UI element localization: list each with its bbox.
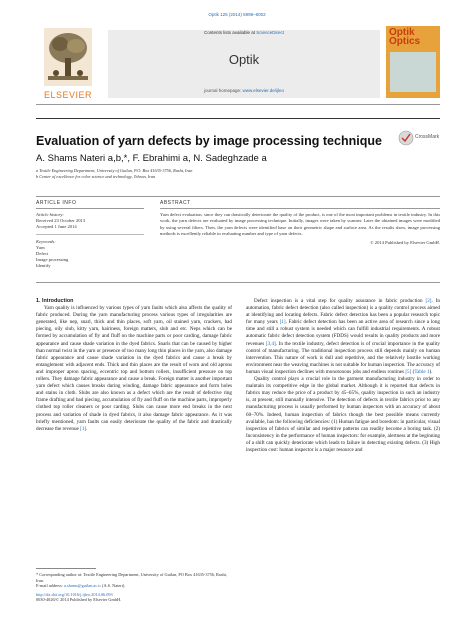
citation-link[interactable]: [5] <box>405 368 412 375</box>
crossmark-label: CrossMark <box>415 134 440 140</box>
citation-link[interactable]: [1] <box>279 319 286 326</box>
journal-reference: Optik 125 (2014) 5998–6002 <box>208 12 266 17</box>
paragraph-text: Yarn quality is influenced by various types of yarn faults which also affects the quality of fabric produced. During the yarn manufacturing process various types of irregularities are generated, like nep, snarl, thick and thin places, soft yarn, oil stained yarn, crackers, bad piecing, oily slub, kitty yarn, hairiness, foreign matters, slub and etc. Neps which can be formed by accumulation of fly and fluff on the machine parts or poor carding, damage fabric appearance and cause shade variation in the dyed fabrics. Snarls that can be caused by higher than normal twist in the yarn or presence of too many long thin places in the yarn, also damage fabric appearance and cause shade variation in the dyed fabrics and cause a break by entanglement with adjacent ends. Thick and thin places are the result of worn and old aprons and improper apron spacing, eccentric top and bottom rollers, insufficient pressure on top rollers. They damage fabric appearance and cause a break. Foreign matter is another important yarn defect which causes breaks during winding, damage fabric appearance and form holes and stains in cloth. Slubs are also known as a defect which are the result of defective ring frame drafting and bad piecing, accumulation of fly and fluff on the machine parts, improperly clothed top roller cleaners or poor carding. Slubs can cause more end breaks in the next process and variation of shade in dyed fabrics, it also damage fabric appearance. As it was briefly mentioned, yarn faults can easily deteriorate the quality of the fabric and drastically decrease the revenue <box>36 305 232 432</box>
publisher-name: ELSEVIER <box>43 90 93 100</box>
citation-link[interactable]: [2] <box>425 298 432 304</box>
contents-prefix: Contents lists available at <box>203 30 257 35</box>
homepage-prefix: journal homepage: <box>203 88 243 93</box>
info-top-rule <box>36 196 440 197</box>
history-label: Article history: <box>36 212 64 217</box>
info-separator <box>36 234 144 235</box>
body-left-column <box>36 298 232 433</box>
article-info-heading: ARTICLE INFO <box>36 200 77 206</box>
article-title: Evaluation of yarn defects by image processing technique <box>36 134 382 148</box>
footnote-separator <box>36 568 96 569</box>
paragraph-text: . Fabric defect detection has been an active area of research since a long time and still a robust system is needed which can fulfill industrial requirements. A robust automatic fabric defect detection system (FDDS) would results in quality products and more revenues <box>246 319 440 347</box>
journal-title: Optik <box>228 52 260 67</box>
keywords-label: Keywords: <box>36 239 56 244</box>
paragraph-text: Defect inspection is a vital step for quality assurance in fabric production <box>254 298 426 304</box>
paragraph-text: ( <box>411 368 415 375</box>
journal-cover <box>386 26 440 98</box>
authors: A. Shams Nateri a,b,*, F. Ebrahimi a, N. Sadeghzade a <box>36 153 267 164</box>
keyword: Identify <box>36 263 51 268</box>
paragraph: Yarn quality is influenced by various types of yarn faults which also affects the quality of fabric produced. During the yarn manufacturing process various types of irregularities are generated, like nep, snarl, thick and thin places, soft yarn, oil stained yarn, crackers, bad piecing, oily slub, kitty yarn, hairiness, foreign matters, slub and etc. Neps which can be formed by accumulation of fly and fluff on the machine parts or poor carding, damage fabric appearance and cause shade variation in the dyed fabrics. Snarls that can be caused by higher than normal twist in the yarn or presence of too many long thin places in the yarn, also damage fabric appearance and cause shade variation in the dyed fabrics and cause a break by entanglement with adjacent ends. Thick and thin places are the result of worn and old aprons and improper apron spacing, eccentric top and bottom rollers, insufficient pressure on top rollers. They damage fabric appearance and cause a break. Foreign matter is another important yarn defect which causes breaks during winding, damage fabric appearance and form holes and stains in cloth. Slubs are also known as a defect which are the result of defective ring frame drafting and bad piecing, accumulation of fly and fluff on the machine parts, improperly clothed top roller cleaners or poor carding. Slubs can cause more end breaks in the next process and variation of shade in dyed fabrics, it also damage fabric appearance. As it was briefly mentioned, yarn faults can easily deteriorate the quality of the fabric and drastically decrease the revenue [1]. <box>36 305 232 432</box>
affiliation-b: b Center of excellence for color science and technology, Tehran, Iran <box>36 174 156 179</box>
journal-header <box>36 26 440 102</box>
section-heading: 1. Introduction <box>36 298 74 304</box>
footnote <box>36 568 232 603</box>
title-divider <box>36 118 440 119</box>
abstract-rule <box>160 208 440 209</box>
affiliations <box>36 168 192 180</box>
header-divider <box>36 104 440 105</box>
cover-title-main: Optik <box>389 27 415 38</box>
keyword: Defect <box>36 251 49 256</box>
cover-title-sub: Optics <box>389 36 421 47</box>
email-suffix: (A.S. Nateri). <box>100 583 126 589</box>
info-rule <box>36 208 144 209</box>
contents-line <box>108 30 380 35</box>
email-link[interactable]: a.shams@guilan.ac.ir <box>63 583 101 589</box>
issn-line: 0030-4026/© 2014 Published by Elsevier GmbH. <box>36 597 122 603</box>
received-date: Received 23 October 2013 <box>36 218 86 223</box>
accepted-date: Accepted 1 June 2014 <box>36 224 77 229</box>
affiliation-a: a Textile Engineering Department, University of Guilan, P.O. Box 41635-3756, Rasht, Iran <box>36 168 193 173</box>
crossmark-badge[interactable] <box>398 128 438 148</box>
journal-banner <box>108 30 380 98</box>
email-line <box>36 583 232 589</box>
paragraph-text: ). <box>429 368 433 375</box>
article-info <box>36 212 144 269</box>
homepage-link[interactable]: www.elsevier.de/ijleo <box>242 88 285 93</box>
abstract-bottom-rule <box>36 282 440 283</box>
cover-title <box>389 28 420 46</box>
homepage-line <box>108 88 380 93</box>
cover-image <box>390 52 436 92</box>
table-link[interactable]: Table 1 <box>414 368 430 375</box>
citation-link[interactable]: [1] <box>80 425 87 432</box>
abstract <box>160 212 440 246</box>
keyword: Yarn <box>36 245 45 250</box>
paragraph <box>246 298 440 376</box>
elsevier-logo <box>36 26 100 102</box>
tree-icon <box>44 28 92 86</box>
paragraph: Quality control plays a crucial role in the garment manufacturing industry in order to maintain its competitive edge in the global market. Although it is reported that defects in fabrics may reduce the price of a product by 45–65%, quality inspection in such an industry is, at present, still manually intensive. The detection of defects in textile fabrics prior to any manufacturing process is usually performed by human inspectors with an accuracy of about 60–70%. Indeed, human inspection of fabrics though the best possible means currently available, has the following deficiencies: (1) Human fatigue and boredom: in particular, visual inspection of fabrics of similar and repetitive patterns can readily become a boring task. (2) Inconsistency in the performance of human inspectors: for example, alertness at the beginning of a shift can quickly deteriorate which leads to failure in detecting existing defects. (3) High inspection cost: human inspector is a major resource and <box>246 376 440 453</box>
paragraph-text: . In the textile industry, defect detection is of crucial importance in the quality control of manufacturing. The traditional inspection process still depends mainly on human intervention. This nature of work is dull and repetitive, and the relatively hostile working environment near the weaving machines is not suitable for human inspection. The accuracy of human visual inspection declines with monotonous jobs and endless routines <box>246 340 440 375</box>
email-prefix: E-mail address: <box>36 583 64 589</box>
paragraph-text: . In automation, fabric defect detection (also called inspection) is a quality control process aimed at identifying and locating defects. Fabric defect detection has been a popular research topic for many years <box>246 298 441 326</box>
body-right-column <box>246 298 440 454</box>
corresponding-author: * Corresponding author at: Textile Engineering Department, University of Guilan, PO Box 41635-3756, Rasht, Iran. <box>36 572 227 583</box>
abstract-text: Yarn defect evaluation, since they can drastically deteriorate the quality of the product, is one of the most important problems in textile industry. In this work, the yarn defects are evaluated by image processing technique. Initially, images were taken by scanner. Later the obtained images were modified by using several filters. Then, the yarn defects were identified base on their geometric shape and surface area. As the results show, image processing methods is excellently reliable in evaluating number and type of yarn defects. <box>160 212 440 237</box>
abstract-heading: ABSTRACT <box>160 200 191 206</box>
copyright: © 2014 Published by Elsevier GmbH. <box>370 239 440 245</box>
keyword: Image processing <box>36 257 69 262</box>
citation-link[interactable]: [3,4] <box>265 340 276 347</box>
sciencedirect-link[interactable]: ScienceDirect <box>256 30 285 35</box>
doi-link[interactable]: http://dx.doi.org/10.1016/j.ijleo.2014.06.093 <box>36 591 113 597</box>
